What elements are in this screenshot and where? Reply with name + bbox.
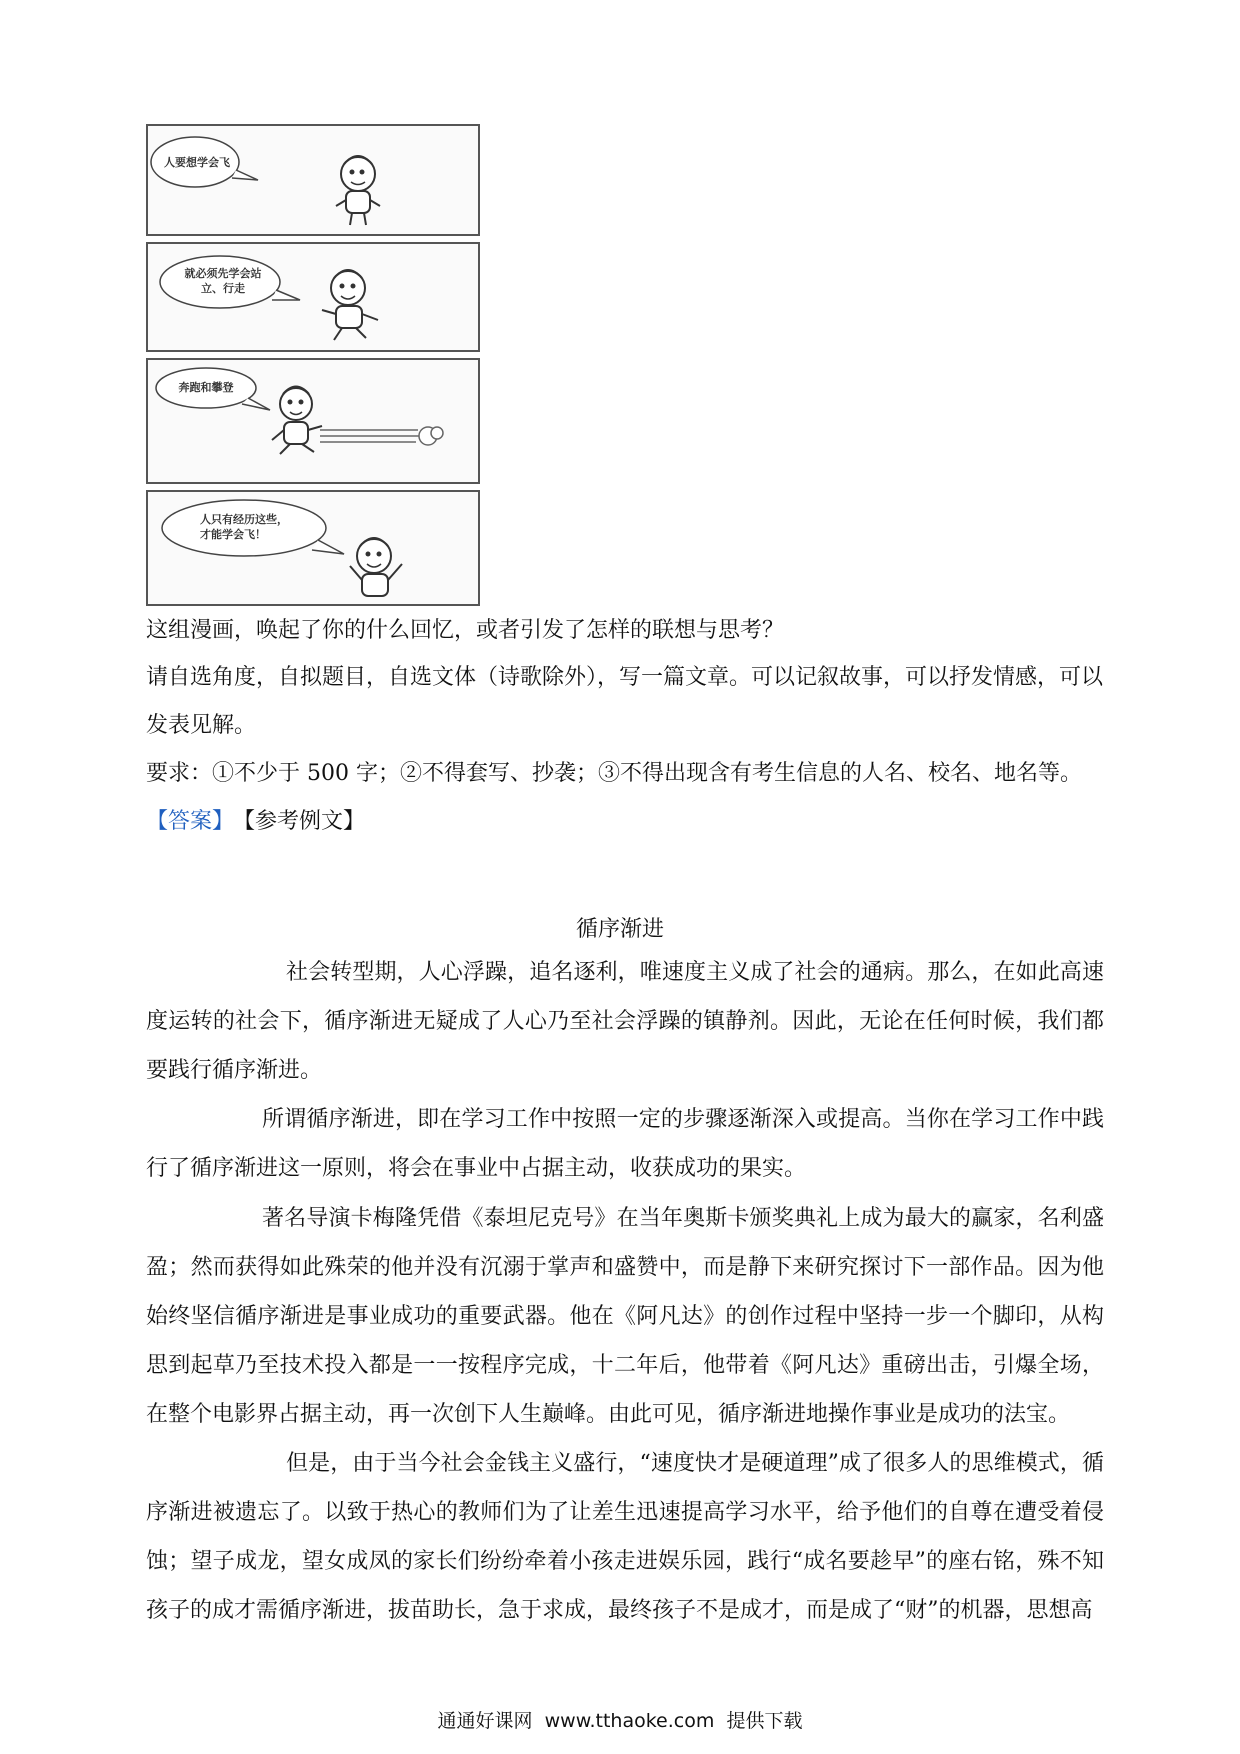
answer-tag: 【答案】 bbox=[146, 809, 235, 834]
comic-bubble-1: 人要想学会飞 bbox=[164, 156, 230, 169]
essay-paragraph-1: 社会转型期，人心浮躁，追名逐利，唯速度主义成了社会的通病。那么，在如此高速度运转的社会下，循序渐进无疑成了人心乃至社会浮躁的镇静剂。因此，无论在任何时候，我们都要践行循序渐进。 bbox=[146, 960, 1104, 1083]
comic-panel-1 bbox=[146, 124, 480, 236]
comic-panel-3-drawing bbox=[148, 360, 482, 486]
comic-bubble-2: 就必须先学会站立、行走 bbox=[184, 267, 262, 295]
question-requirements: 要求：①不少于 500 字；②不得套写、抄袭；③不得出现含有考生信息的人名、校名、地名等。 bbox=[146, 761, 1082, 786]
comic-panel-4-drawing bbox=[148, 492, 482, 608]
question-instructions-line1: 请自选角度，自拟题目，自选文体（诗歌除外），写一篇文章。可以记叙故事，可以抒发情感，可以 bbox=[146, 665, 1104, 690]
comic-panel-4 bbox=[146, 490, 480, 606]
answer-line bbox=[146, 807, 365, 837]
comic-bubble-3: 奔跑和攀登 bbox=[178, 381, 234, 394]
comic-bubble-4: 人只有经历这些，才能学会飞！ bbox=[200, 513, 288, 541]
comic-panel-1-drawing bbox=[148, 126, 482, 238]
comic-panel-2 bbox=[146, 242, 480, 352]
essay-paragraph-3: 著名导演卡梅隆凭借《泰坦尼克号》在当年奥斯卡颁奖典礼上成为最大的赢家，名利盛盈；然而获得如此殊荣的他并没有沉溺于掌声和盛赞中，而是静下来研究探讨下一部作品。因为他始终坚信循序渐进是事业成功的重要武器。他在《阿凡达》的创作过程中坚持一步一个脚印，从构思到起草乃至技术投入都是一一按程序完成，十二年后，他带着《阿凡达》重磅出击，引爆全场，在整个电影界占据主动，再一次创下人生巅峰。由此可见，循序渐进地操作事业是成功的法宝。 bbox=[146, 1206, 1104, 1427]
answer-label: 【参考例文】 bbox=[244, 809, 366, 834]
essay-paragraph-2: 所谓循序渐进，即在学习工作中按照一定的步骤逐渐深入或提高。当你在学习工作中践行了循序渐进这一原则，将会在事业中占据主动，收获成功的果实。 bbox=[146, 1107, 1104, 1181]
page-footer: 通通好课网 www.tthaoke.com 提供下载 bbox=[437, 1710, 803, 1732]
essay-title: 循序渐进 bbox=[575, 917, 664, 942]
comic-panel-2-drawing bbox=[148, 244, 482, 354]
question-prompt: 这组漫画，唤起了你的什么回忆，或者引发了怎样的联想与思考？ bbox=[146, 618, 785, 643]
essay-paragraph-4: 但是，由于当今社会金钱主义盛行，“速度快才是硬道理”成了很多人的思维模式，循序渐进被遗忘了。以致于热心的教师们为了让差生迅速提高学习水平，给予他们的自尊在遭受着侵蚀；望子成龙，望女成凤的家长们纷纷牵着小孩走进娱乐园，践行“成名要趁早”的座右铭，殊不知孩子的成才需循序渐进，拔苗助长，急于求成，最终孩子不是成才，而是成了“财”的机器，思想高 bbox=[146, 1451, 1104, 1623]
comic-panel-3 bbox=[146, 358, 480, 484]
question-instructions-line2: 发表见解。 bbox=[146, 713, 257, 738]
